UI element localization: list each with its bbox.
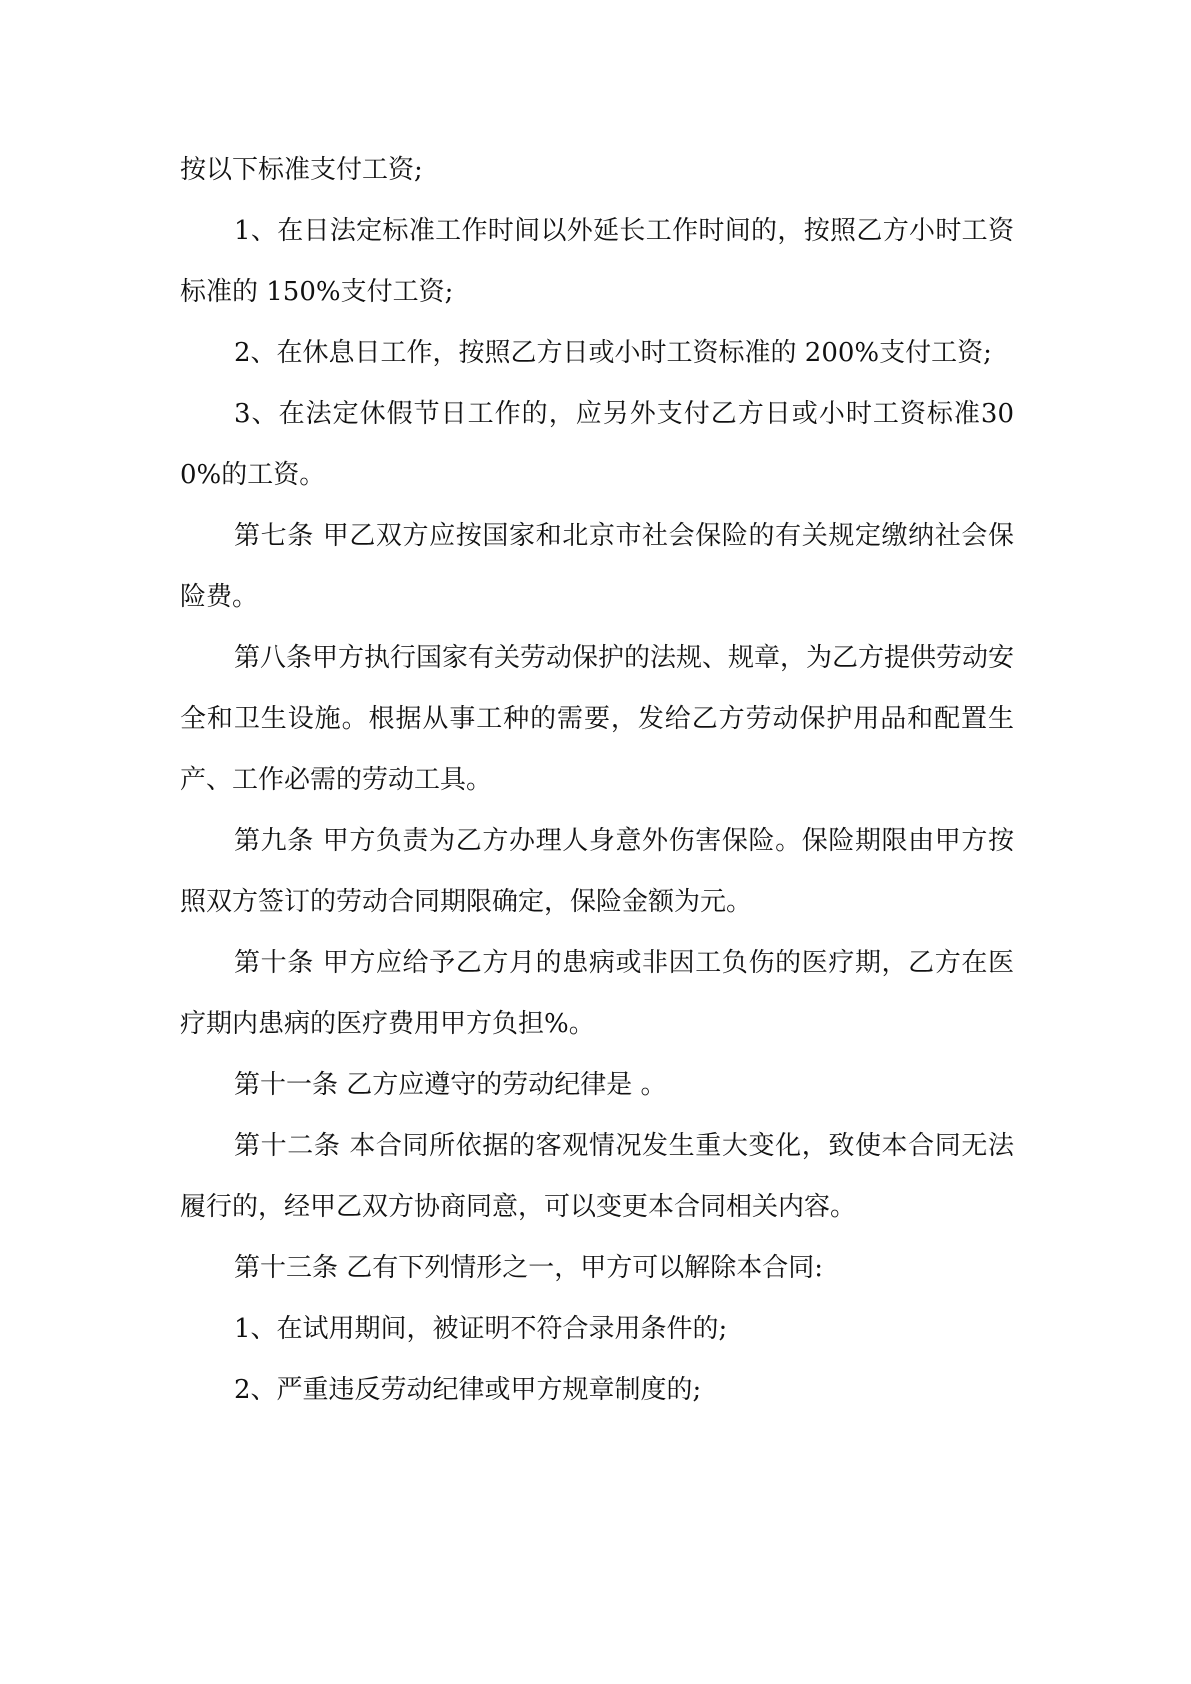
article-11: 第十一条 乙方应遵守的劳动纪律是 。 xyxy=(234,1070,667,1100)
paragraph-restday-200: 2、在休息日工作，按照乙方日或小时工资标准的 200%支付工资; xyxy=(234,338,992,368)
paragraph-holiday-300: 3、在法定休假节日工作的，应另外支付乙方日或小时工资标准300%的工资。 xyxy=(180,399,1014,490)
article-12: 第十二条 本合同所依据的客观情况发生重大变化，致使本合同无法履行的，经甲乙双方协商同意，可以变更本合同相关内容。 xyxy=(180,1131,1014,1222)
article-7: 第七条 甲乙双方应按国家和北京市社会保险的有关规定缴纳社会保险费。 xyxy=(180,521,1014,612)
article-10: 第十条 甲方应给予乙方月的患病或非因工负伤的医疗期，乙方在医疗期内患病的医疗费用甲方负担%。 xyxy=(180,948,1014,1039)
paragraph-overtime-150: 1、在日法定标准工作时间以外延长工作时间的，按照乙方小时工资标准的 150%支付工资; xyxy=(180,216,1014,307)
article-13-item-1: 1、在试用期间，被证明不符合录用条件的; xyxy=(234,1314,728,1344)
article-9: 第九条 甲方负责为乙方办理人身意外伤害保险。保险期限由甲方按照双方签订的劳动合同期限确定，保险金额为元。 xyxy=(180,826,1014,917)
paragraph-wage-standard: 按以下标准支付工资; xyxy=(180,155,423,185)
document-body xyxy=(180,140,1014,1421)
article-13: 第十三条 乙有下列情形之一，甲方可以解除本合同: xyxy=(234,1253,824,1283)
article-13-item-2: 2、严重违反劳动纪律或甲方规章制度的; xyxy=(234,1375,702,1405)
article-8: 第八条甲方执行国家有关劳动保护的法规、规章，为乙方提供劳动安全和卫生设施。根据从事工种的需要，发给乙方劳动保护用品和配置生产、工作必需的劳动工具。 xyxy=(180,643,1015,795)
